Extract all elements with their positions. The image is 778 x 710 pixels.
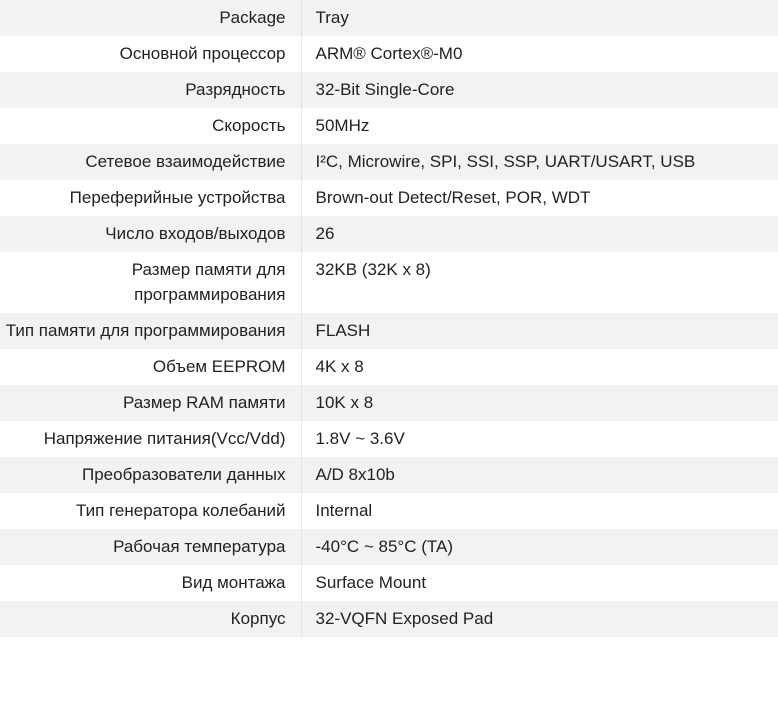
spec-row-speed [0,108,778,144]
spec-label: Напряжение питания(Vcc/Vdd) [0,421,301,457]
spec-row-mounting-type [0,565,778,601]
spec-row-core-size [0,72,778,108]
spec-value: Brown-out Detect/Reset, POR, WDT [301,180,778,216]
spec-label: Размер памяти для программирования [0,252,301,313]
spec-row-core-processor [0,36,778,72]
spec-label: Разрядность [0,72,301,108]
spec-value: Internal [301,493,778,529]
spec-row-supply-voltage [0,421,778,457]
spec-value: 4K x 8 [301,349,778,385]
spec-label: Корпус [0,601,301,637]
spec-row-program-memory-size [0,252,778,313]
spec-row-connectivity [0,144,778,180]
spec-value: Tray [301,0,778,36]
spec-label: Сетевое взаимодействие [0,144,301,180]
spec-row-io-count [0,216,778,252]
spec-row-oscillator-type [0,493,778,529]
spec-row-data-converters [0,457,778,493]
spec-value: 50MHz [301,108,778,144]
spec-label: Вид монтажа [0,565,301,601]
spec-label: Объем EEPROM [0,349,301,385]
spec-label: Рабочая температура [0,529,301,565]
spec-row-package-case [0,601,778,637]
spec-label: Переферийные устройства [0,180,301,216]
spec-value: 32-VQFN Exposed Pad [301,601,778,637]
spec-value: Surface Mount [301,565,778,601]
spec-value: 32KB (32K x 8) [301,252,778,313]
spec-label: Размер RAM памяти [0,385,301,421]
spec-value: FLASH [301,313,778,349]
spec-label: Скорость [0,108,301,144]
spec-label: Package [0,0,301,36]
spec-row-ram-size [0,385,778,421]
spec-value: 10K x 8 [301,385,778,421]
spec-value: 26 [301,216,778,252]
spec-row-program-memory-type [0,313,778,349]
spec-value: I²C, Microwire, SPI, SSI, SSP, UART/USART, USB [301,144,778,180]
spec-value: A/D 8x10b [301,457,778,493]
spec-row-peripherals [0,180,778,216]
spec-label: Тип памяти для программирования [0,313,301,349]
spec-label: Преобразователи данных [0,457,301,493]
spec-label: Число входов/выходов [0,216,301,252]
spec-value: ARM® Cortex®-M0 [301,36,778,72]
spec-row-operating-temperature [0,529,778,565]
spec-row-eeprom-size [0,349,778,385]
spec-value: -40°C ~ 85°C (TA) [301,529,778,565]
spec-row-package [0,0,778,36]
spec-label: Основной процессор [0,36,301,72]
spec-value: 1.8V ~ 3.6V [301,421,778,457]
spec-label: Тип генератора колебаний [0,493,301,529]
spec-value: 32-Bit Single-Core [301,72,778,108]
